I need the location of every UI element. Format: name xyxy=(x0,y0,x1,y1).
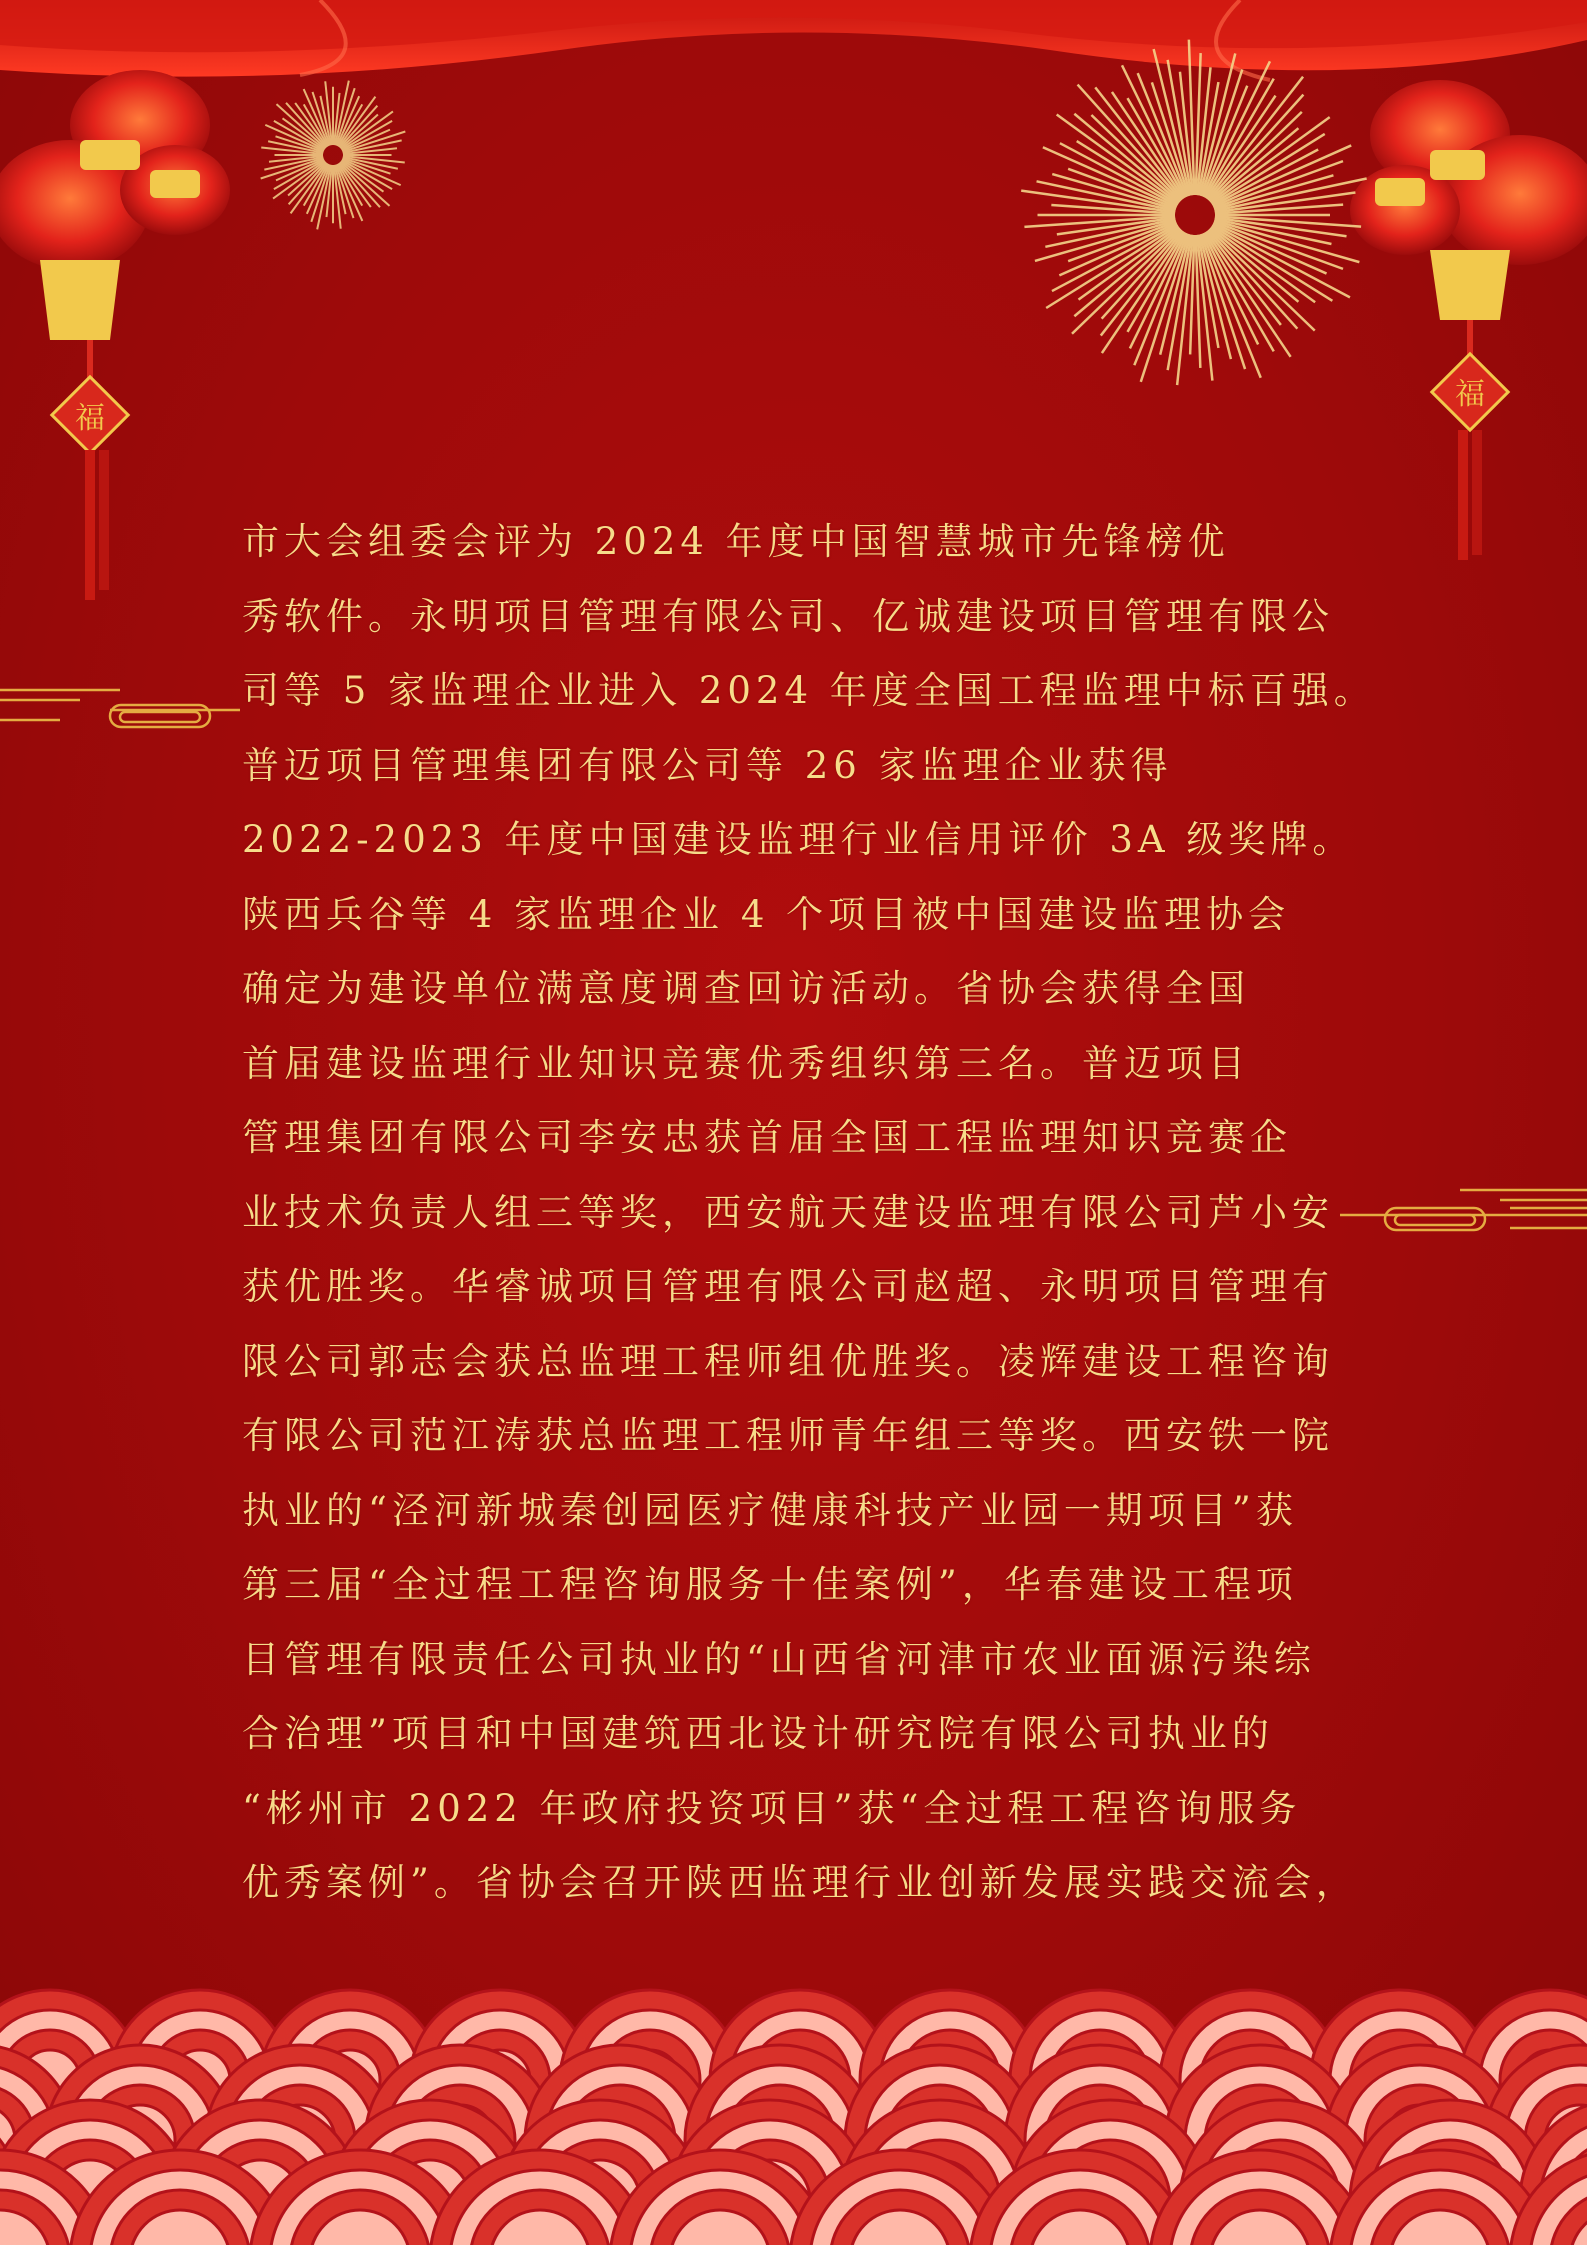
paragraph-line: “彬州市 2022 年政府投资项目”获“全过程工程咨询服务 xyxy=(242,1786,1302,1830)
paragraph-line: 秀软件。永明项目管理有限公司、亿诚建设项目管理有限公 xyxy=(242,594,1334,638)
paragraph-line: 合治理”项目和中国建筑西北设计研究院有限公司执业的 xyxy=(242,1712,1274,1755)
paragraph-line: 确定为建设单位满意度调查回访活动。省协会获得全国 xyxy=(242,967,1250,1010)
paragraph-line: 司等 5 家监理企业进入 2024 年度全国工程监理中标百强。 xyxy=(242,669,1376,712)
paragraph-line: 第三届“全过程工程咨询服务十佳案例”，华春建设工程项 xyxy=(242,1563,1298,1606)
paragraph-line: 限公司郭志会获总监理工程师组优胜奖。凌辉建设工程咨询 xyxy=(242,1339,1334,1383)
left-lantern-char: 福 xyxy=(75,401,105,436)
paragraph-line: 业技术负责人组三等奖，西安航天建设监理有限公司芦小安 xyxy=(242,1190,1334,1234)
cloud-ornament-right xyxy=(1340,1190,1587,1230)
paragraph-line: 执业的“泾河新城秦创园医疗健康科技产业园一期项目”获 xyxy=(242,1488,1298,1532)
paragraph-line: 2022-2023 年度中国建设监理行业信用评价 3A 级奖牌。 xyxy=(242,818,1355,861)
paragraph-line: 陕西兵谷等 4 家监理企业 4 个项目被中国建设监理协会 xyxy=(242,892,1291,936)
curtain-top xyxy=(0,0,1587,80)
bottom-wave-pattern xyxy=(0,1990,1587,2245)
right-lantern-char: 福 xyxy=(1455,377,1485,412)
left-lanterns xyxy=(0,70,230,600)
paragraph-line: 目管理有限责任公司执业的“山西省河津市农业面源污染综 xyxy=(242,1637,1316,1681)
cloud-ornament-left xyxy=(0,690,240,727)
firework-small xyxy=(261,81,406,230)
paragraph xyxy=(242,505,1376,1921)
right-lanterns xyxy=(1350,80,1587,560)
paragraph-line: 获优胜奖。华睿诚项目管理有限公司赵超、永明项目管理有 xyxy=(242,1265,1334,1308)
paragraph-line: 有限公司范江涛获总监理工程师青年组三等奖。西安铁一院 xyxy=(242,1414,1334,1457)
paragraph-line: 首届建设监理行业知识竞赛优秀组织第三名。普迈项目 xyxy=(242,1041,1250,1085)
paragraph-line: 优秀案例”。省协会召开陕西监理行业创新发展实践交流会， xyxy=(242,1861,1358,1904)
paragraph-line: 市大会组委会评为 2024 年度中国智慧城市先锋榜优 xyxy=(242,520,1230,563)
paragraph-line: 普迈项目管理集团有限公司等 26 家监理企业获得 xyxy=(242,743,1173,787)
paragraph-line: 管理集团有限公司李安忠获首届全国工程监理知识竞赛企 xyxy=(242,1116,1292,1159)
firework-large xyxy=(1021,40,1366,385)
